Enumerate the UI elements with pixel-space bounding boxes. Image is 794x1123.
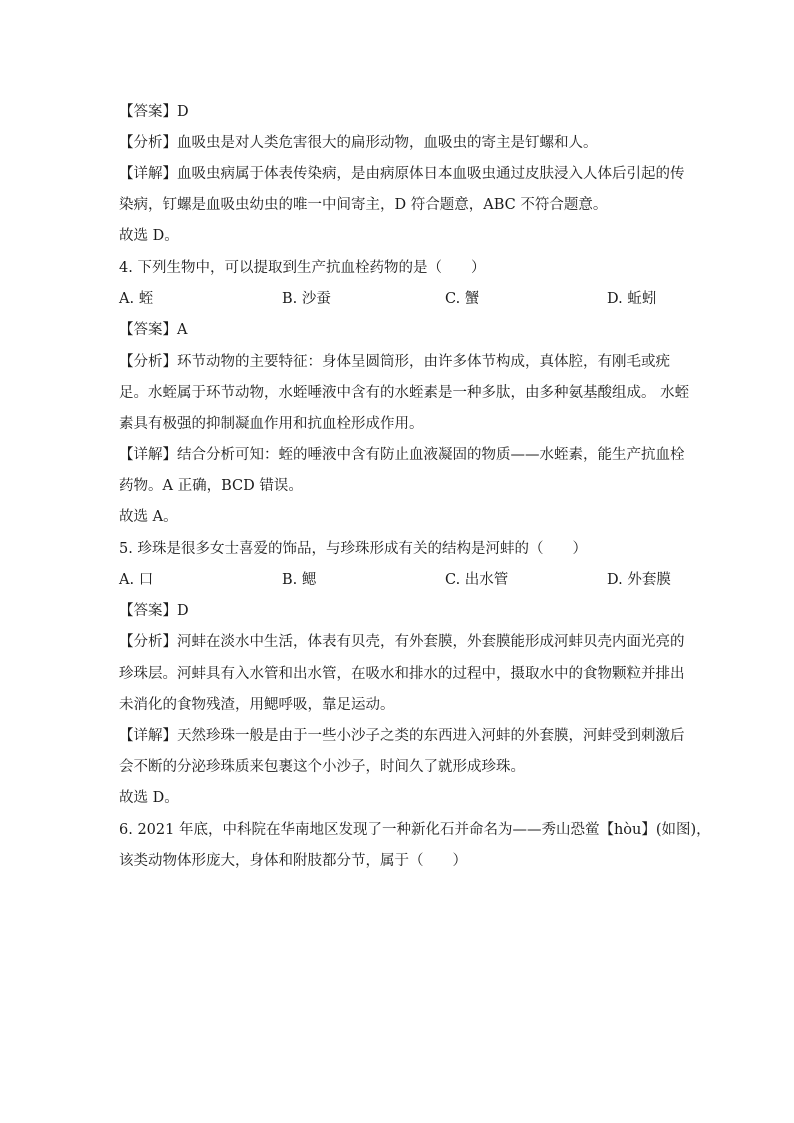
- detail-line: 【详解】天然珍珠一般是由于一些小沙子之类的东西进入河蚌的外套膜，河蚌受到刺激后: [119, 728, 685, 744]
- analysis-line: 珍珠层。河蚌具有入水管和出水管，在吸水和排水的过程中，摄取水中的食物颗粒并排出: [119, 666, 685, 682]
- detail-line: 【详解】血吸虫病属于体表传染病，是由病原体日本血吸虫通过皮肤浸入人体后引起的传: [119, 166, 685, 182]
- answer-line: 【答案】D: [119, 603, 189, 619]
- conclusion-line: 故选 D。: [119, 228, 179, 244]
- question-6: 6. 2021 年底，中科院在华南地区发现了一种新化石并命名为——秀山恐鲎【hòu】(如图)，: [119, 822, 711, 838]
- analysis-line: 素具有极强的抑制凝血作用和抗血栓形成作用。: [119, 416, 424, 432]
- option-d: D. 蚯蚓: [607, 291, 657, 307]
- detail-line: 染病，钉螺是血吸虫幼虫的唯一中间寄主，D 符合题意，ABC 不符合题意。: [119, 197, 608, 213]
- question-5-options: [119, 570, 679, 590]
- question-5: 5. 珍珠是很多女士喜爱的饰品，与珍珠形成有关的结构是河蚌的（ ）: [119, 541, 587, 557]
- analysis-line: 【分析】血吸虫是对人类危害很大的扁形动物，血吸虫的寄主是钉螺和人。: [119, 135, 598, 151]
- question-6-cont: 该类动物体形庞大，身体和附肢都分节，属于（ ）: [119, 853, 467, 869]
- detail-line: 会不断的分泌珍珠质来包裹这个小沙子，时间久了就形成珍珠。: [119, 759, 525, 775]
- answer-line: 【答案】A: [119, 322, 188, 338]
- option-c: C. 蟹: [445, 291, 480, 307]
- analysis-line: 【分析】河蚌在淡水中生活，体表有贝壳，有外套膜，外套膜能形成河蚌贝壳内面光亮的: [119, 634, 685, 650]
- analysis-line: 【分析】环节动物的主要特征：身体呈圆筒形，由许多体节构成，真体腔，有刚毛或疣: [119, 354, 670, 370]
- option-a: A. 口: [119, 572, 154, 588]
- detail-line: 药物。A 正确，BCD 错误。: [119, 478, 303, 494]
- option-a: A. 蛭: [119, 291, 154, 307]
- analysis-line: 未消化的食物残渣，用鳃呼吸，靠足运动。: [119, 697, 395, 713]
- answer-line: 【答案】D: [119, 104, 189, 120]
- option-b: B. 鳃: [282, 572, 317, 588]
- conclusion-line: 故选 D。: [119, 790, 179, 806]
- conclusion-line: 故选 A。: [119, 509, 178, 525]
- option-b: B. 沙蚕: [282, 291, 331, 307]
- question-4: 4. 下列生物中，可以提取到生产抗血栓药物的是（ ）: [119, 260, 486, 276]
- option-d: D. 外套膜: [607, 572, 671, 588]
- detail-line: 【详解】结合分析可知：蛭的唾液中含有防止血液凝固的物质——水蛭素，能生产抗血栓: [119, 447, 685, 463]
- option-c: C. 出水管: [445, 572, 509, 588]
- analysis-line: 足。水蛭属于环节动物，水蛭唾液中含有的水蛭素是一种多肽，由多种氨基酸组成。 水蛭: [119, 385, 690, 401]
- question-4-options: [119, 289, 679, 309]
